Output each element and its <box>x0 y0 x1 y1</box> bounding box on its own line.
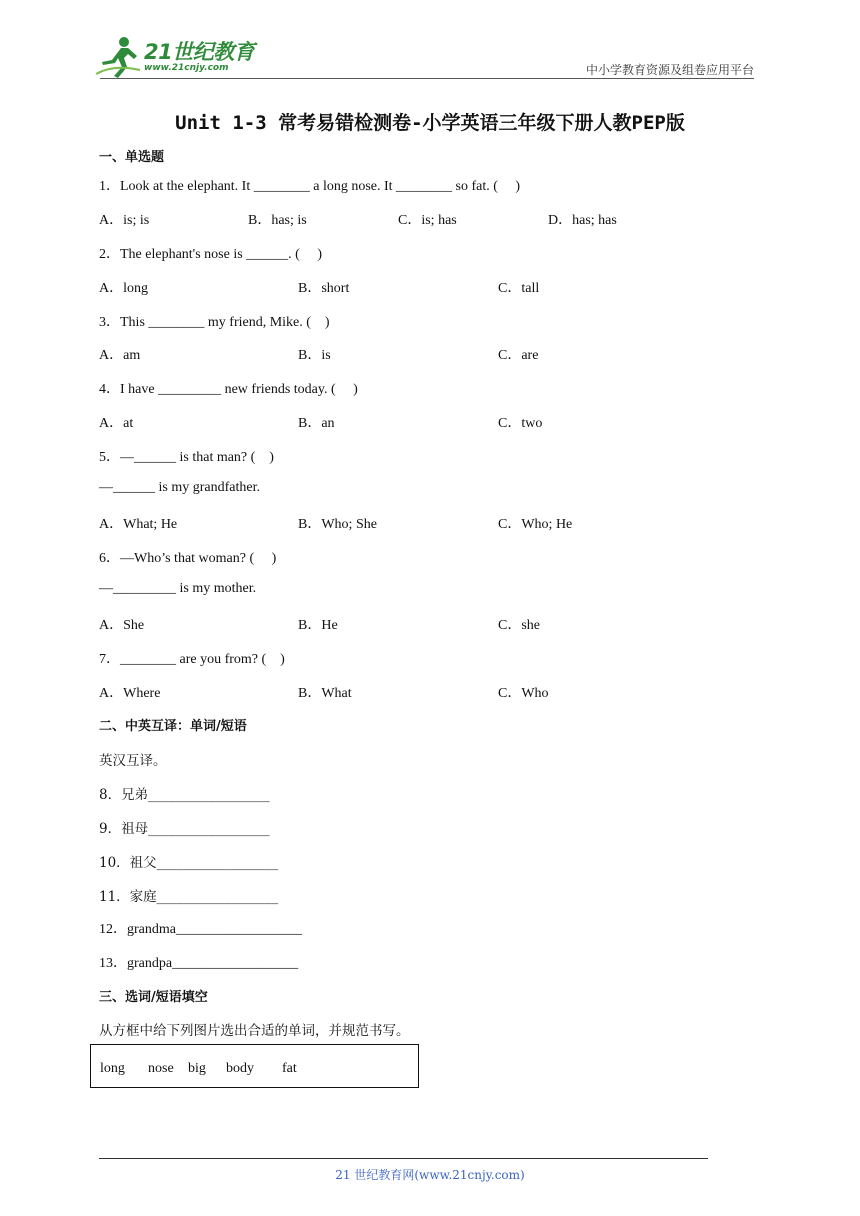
option-6b: B．He <box>298 618 338 633</box>
fill-instruction: 从方框中给下列图片选出合适的单词，并规范书写。 <box>99 1023 410 1039</box>
translation-item-8: 8．兄弟__________________ <box>99 787 270 803</box>
section-heading-single-choice: 一、单选题 <box>99 150 165 165</box>
question-6-line2: —_________ is my mother. <box>99 581 257 596</box>
section-heading-fill-blank: 三、选词/短语填空 <box>99 990 208 1005</box>
option-4c: C．two <box>498 416 543 431</box>
option-7c: C．Who <box>498 686 549 701</box>
option-2c: C．tall <box>498 281 540 296</box>
word-box-item: big <box>188 1061 206 1076</box>
option-5c: C．Who; He <box>498 517 573 532</box>
logo-url: www.21cnjy.com <box>144 63 229 73</box>
option-2b: B．short <box>298 281 350 296</box>
option-4a: A．at <box>99 416 134 431</box>
option-3c: C．are <box>498 348 539 363</box>
question-5-line2: —______ is my grandfather. <box>99 480 260 495</box>
logo-text: 21世纪教育 <box>144 40 255 64</box>
runner-logo-icon <box>94 34 142 80</box>
word-box-item: body <box>226 1061 254 1076</box>
option-3b: B．is <box>298 348 331 363</box>
option-5a: A．What; He <box>99 517 178 532</box>
option-6a: A．She <box>99 618 145 633</box>
translation-item-12: 12．grandma__________________ <box>99 922 302 937</box>
option-4b: B．an <box>298 416 335 431</box>
option-3a: A．am <box>99 348 141 363</box>
question-4: 4．I have _________ new friends today. ( ) <box>99 382 358 397</box>
section-heading-translation: 二、中英互译：单词/短语 <box>99 719 247 734</box>
option-5b: B．Who; She <box>298 517 377 532</box>
option-7b: B．What <box>298 686 352 701</box>
question-6: 6．—Who’s that woman? ( ) <box>99 551 277 566</box>
header-tagline: 中小学教育资源及组卷应用平台 <box>585 63 754 77</box>
translation-instruction: 英汉互译。 <box>99 753 167 769</box>
translation-item-13: 13．grandpa__________________ <box>99 956 299 971</box>
header-divider <box>100 78 754 79</box>
translation-item-10: 10．祖父__________________ <box>99 855 279 871</box>
footer-divider <box>99 1158 708 1159</box>
translation-item-11: 11．家庭__________________ <box>99 889 279 905</box>
question-2: 2．The elephant's nose is ______. ( ) <box>99 247 322 262</box>
question-7: 7．________ are you from? ( ) <box>99 652 285 667</box>
option-1d: D．has; has <box>548 213 617 228</box>
word-box-item: nose <box>148 1061 174 1076</box>
page-title: Unit 1-3 常考易错检测卷-小学英语三年级下册人教PEP版 <box>175 112 685 134</box>
question-5: 5．—______ is that man? ( ) <box>99 450 274 465</box>
option-6c: C．she <box>498 618 540 633</box>
translation-item-9: 9．祖母__________________ <box>99 821 270 837</box>
option-1a: A．is; is <box>99 213 150 228</box>
word-box <box>90 1044 419 1088</box>
option-2a: A．long <box>99 281 148 296</box>
option-7a: A．Where <box>99 686 161 701</box>
question-3: 3．This ________ my friend, Mike. ( ) <box>99 315 330 330</box>
word-box-item: fat <box>282 1061 297 1076</box>
option-1b: B．has; is <box>248 213 307 228</box>
question-1: 1．Look at the elephant. It ________ a long nose. It ________ so fat. ( ) <box>99 179 521 194</box>
logo <box>94 34 264 80</box>
word-box-item: long <box>100 1061 125 1076</box>
footer-link[interactable]: 21 世纪教育网(www.21cnjy.com) <box>335 1168 525 1182</box>
option-1c: C．is; has <box>398 213 457 228</box>
